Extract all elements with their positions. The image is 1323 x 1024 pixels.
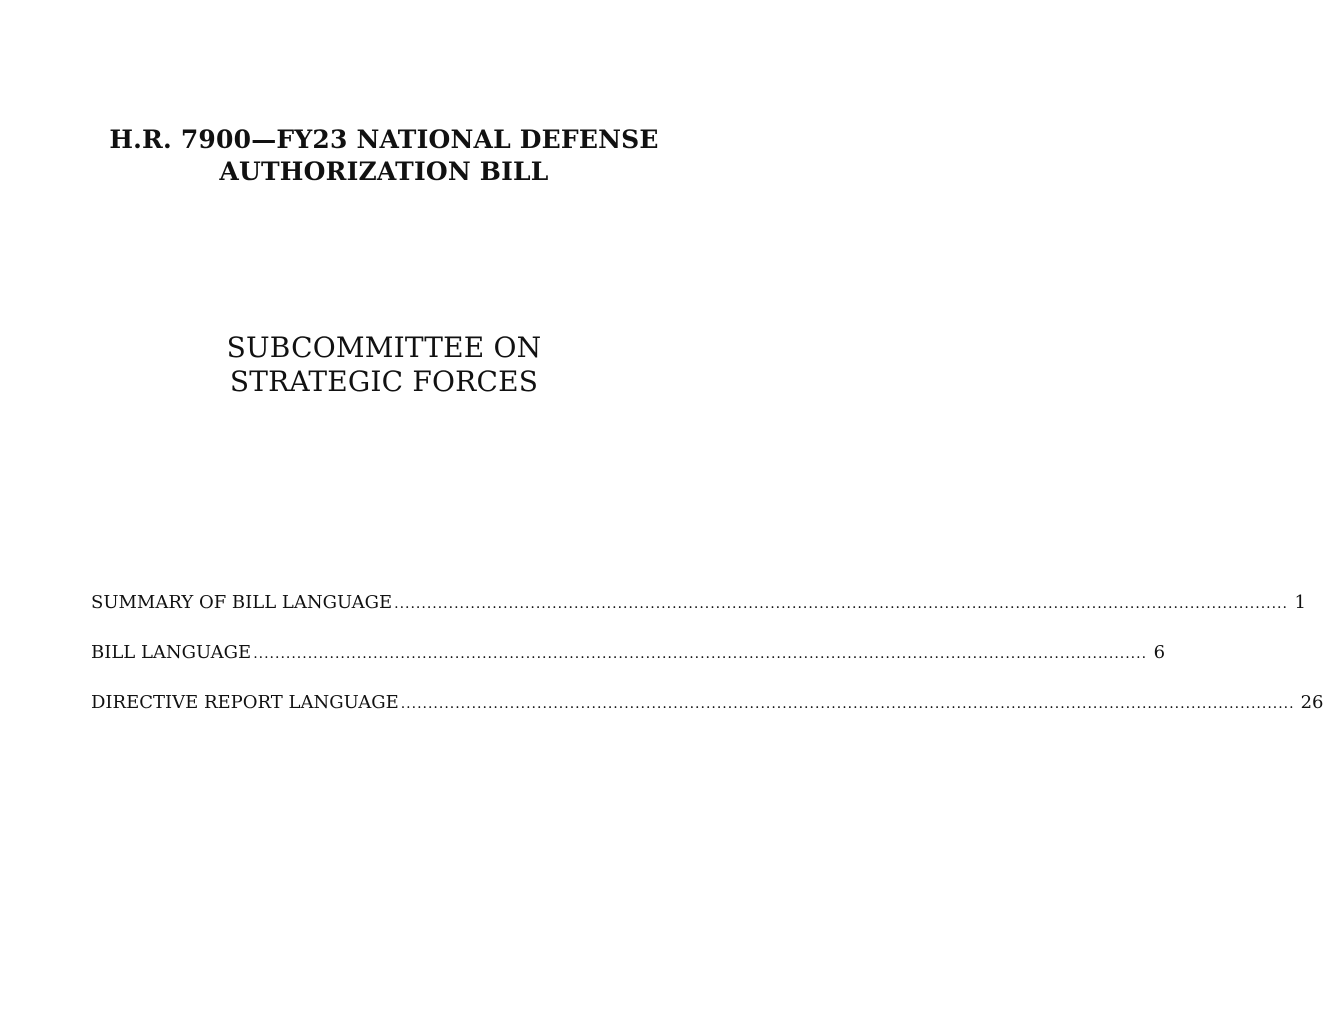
toc-entry-summary[interactable]	[91, 590, 1306, 640]
toc-dot-leader: ....................................................................................................................................................................	[400, 696, 1295, 712]
toc-entry-label: SUMMARY OF BILL LANGUAGE	[91, 592, 393, 613]
toc-page-number: 6	[1153, 642, 1166, 663]
toc-entry-bill-language[interactable]	[91, 640, 1166, 690]
bill-title	[0, 124, 768, 188]
toc-page-number: 26	[1300, 692, 1323, 713]
toc-entry-label: BILL LANGUAGE	[91, 642, 252, 663]
bill-title-line-1: H.R. 7900—FY23 NATIONAL DEFENSE	[109, 125, 659, 154]
subcommittee-heading	[0, 331, 768, 399]
table-of-contents	[91, 590, 1323, 740]
toc-entry-label: DIRECTIVE REPORT LANGUAGE	[91, 692, 399, 713]
toc-dot-leader: ....................................................................................................................................................................	[394, 596, 1288, 612]
toc-page-number: 1	[1294, 592, 1306, 613]
toc-dot-leader: ....................................................................................................................................................................	[253, 646, 1148, 662]
bill-title-line-2: AUTHORIZATION BILL	[219, 157, 549, 186]
subcommittee-line-1: SUBCOMMITTEE ON	[226, 331, 542, 364]
subcommittee-line-2: STRATEGIC FORCES	[229, 365, 539, 398]
toc-entry-directive-report[interactable]	[91, 690, 1323, 740]
